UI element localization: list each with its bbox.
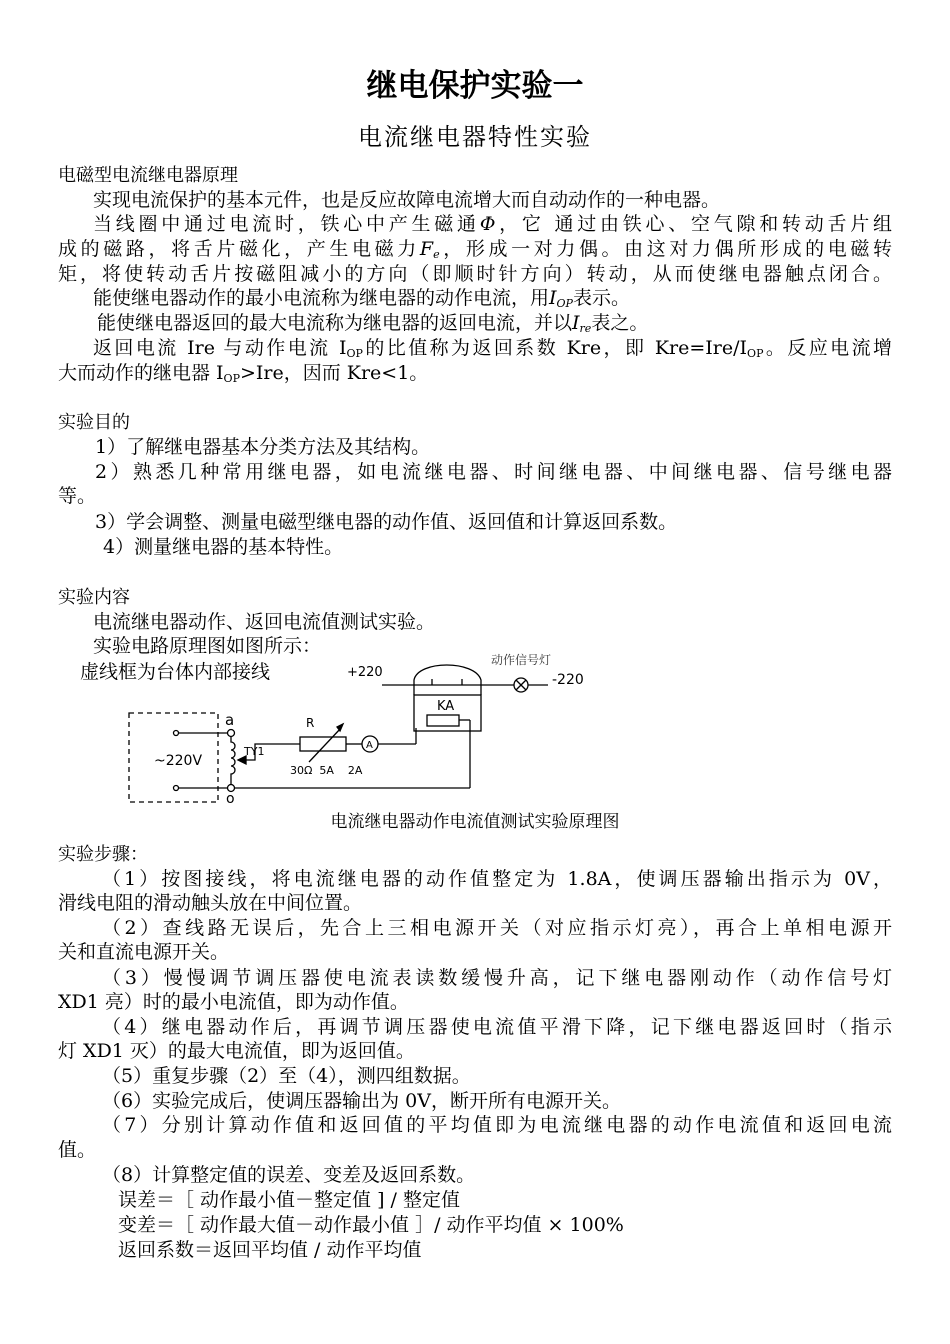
principle-line-7: 返回电流 Ire 与动作电流 $I_{OP}$的比值称为返回系数 Kre，即 $Kre=Ire/I_{OP}$。反应电流增 [93,337,892,360]
step-7: （7）分别计算动作值和返回值的平均值即为电流继电器的动作电流值和返回电流 [102,1114,892,1136]
label-ty1: TY1 [244,745,265,758]
step-1-cont: 滑线电阻的滑动触头放在中间位置。 [58,892,363,914]
label-signal-lamp: 动作信号灯 [491,653,552,667]
content-heading: 实验内容 [58,587,130,608]
content-line-3: 虚线框为台体内部接线 [80,661,271,683]
purpose-item-2: 2）熟悉几种常用继电器，如电流继电器、时间继电器、中间继电器、信号继电器 [95,461,892,483]
step-5: （5）重复步骤（2）至（4），测四组数据。 [102,1065,471,1087]
resistor-r [300,737,346,751]
principle-line-3: 成的磁路，将舌片磁化，产生电磁力$F_e$，形成一对力偶。由这对力偶所形成的电磁转 [58,238,892,261]
purpose-item-2-cont: 等。 [58,485,97,507]
label-ka: KA [437,699,455,714]
principle-line-2: 当线圈中通过电流时，铁心中产生磁通Φ，它 通过由铁心、空气隙和转动舌片组 [93,213,892,235]
label-rating: 30Ω 5A 2A [290,764,363,777]
principle-line-5: 能使继电器动作的最小电流称为继电器的动作电流，用$I_{OP}$表示。 [93,287,630,310]
step-1: （1）按图接线，将电流继电器的动作值整定为 1.8A，使调压器输出指示为 0V， [102,868,892,890]
formula-variation: 变差＝［ 动作最大值－动作最小值 ］/ 动作平均值 × 100% [118,1214,624,1236]
principle-line-6: 能使继电器返回的最大电流称为继电器的返回电流，并以$I_{re}$表之。 [97,312,649,335]
step-4: （4）继电器动作后，再调节调压器使电流值平滑下降，记下继电器返回时（指示 [102,1016,892,1038]
transformer-coil [231,737,235,784]
formula-return-coefficient: 返回系数＝返回平均值 / 动作平均值 [118,1239,422,1261]
purpose-heading: 实验目的 [58,412,130,433]
step-3: （3）慢慢调节调压器使电流表读数缓慢升高，记下继电器刚动作（动作信号灯 [102,967,892,989]
diagram-caption: 电流继电器动作电流值测试实验原理图 [330,812,620,832]
label-minus220: -220 [552,672,584,688]
step-4-cont: 灯 XD1 灭）的最大电流值，即为返回值。 [58,1040,415,1062]
terminal-a [228,730,235,737]
step-8: （8）计算整定值的误差、变差及返回系数。 [102,1164,476,1186]
steps-heading: 实验步骤： [58,844,148,865]
formula-error: 误差＝［ 动作最小值－整定值 ] / 整定值 [118,1189,460,1211]
purpose-item-1: 1）了解继电器基本分类方法及其结构。 [95,436,431,458]
purpose-item-3: 3）学会调整、测量电磁型继电器的动作值、返回值和计算返回系数。 [95,511,678,533]
content-line-2: 实验电路原理图如图所示： [93,635,322,657]
label-r: R [306,716,315,730]
label-plus220: +220 [347,665,383,680]
step-3-cont: XD1 亮）时的最小电流值，即为动作值。 [58,991,409,1013]
step-6: （6）实验完成后，使调压器输出为 0V，断开所有电源开关。 [102,1090,621,1112]
content-line-1: 电流继电器动作、返回电流值测试实验。 [93,611,436,633]
label-source: ~220V [154,753,203,769]
page-title: 继电保护实验一 [366,68,584,104]
step-2: （2）查线路无误后，先合上三相电源开关（对应指示灯亮），再合上单相电源开 [102,917,892,939]
step-7-cont: 值。 [58,1139,97,1161]
principle-line-4: 矩，将使转动舌片按磁阻减小的方向（即顺时针方向）转动，从而使继电器触点闭合。 [58,263,892,285]
principle-heading: 电磁型电流继电器原理 [58,165,238,186]
principle-line-1: 实现电流保护的基本元件，也是反应故障电流增大而自动动作的一种电器。 [93,189,721,211]
purpose-item-4: 4）测量继电器的基本特性。 [103,536,344,558]
principle-line-8: 大而动作的继电器 $I_{OP}>Ire$，因而 Kre<1。 [58,362,429,385]
label-a: a [225,711,235,729]
step-2-cont: 关和直流电源开关。 [58,941,230,963]
label-ammeter: A [366,740,373,751]
page-subtitle: 电流继电器特性实验 [358,123,592,151]
label-o: o [226,791,235,807]
